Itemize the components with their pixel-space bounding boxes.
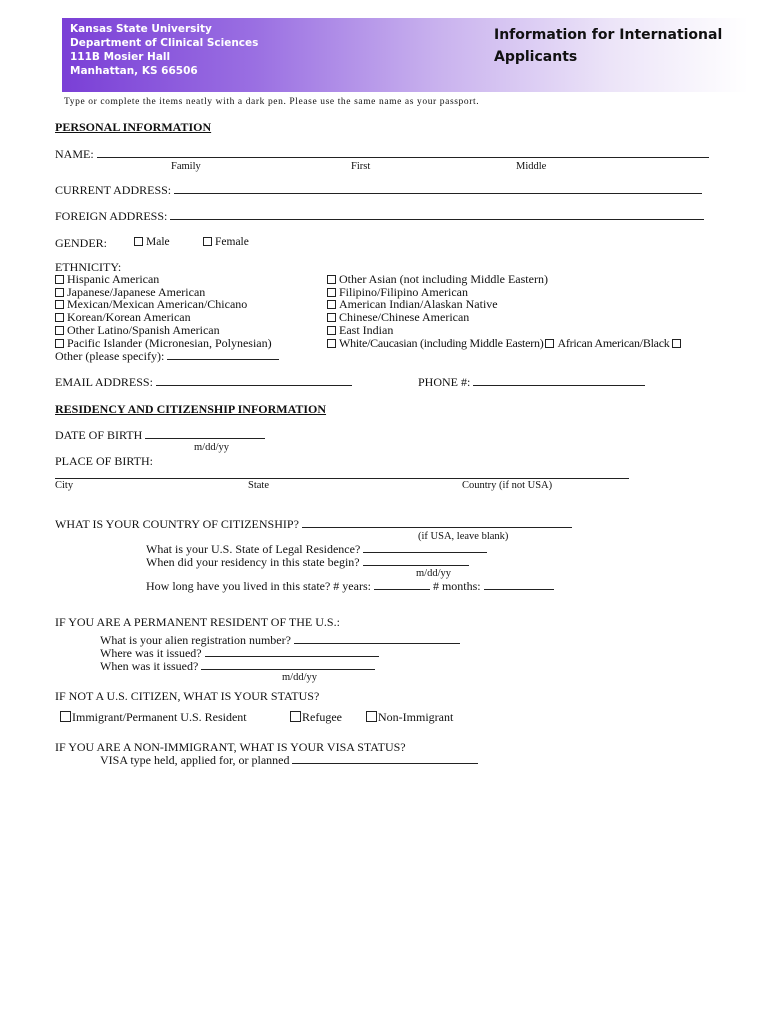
ethnicity-other-field[interactable] bbox=[167, 349, 279, 360]
when-issued-format: m/dd/yy bbox=[282, 672, 318, 683]
dob-row bbox=[55, 428, 265, 443]
pob-country: Country (if not USA) bbox=[462, 480, 553, 491]
email-label: EMAIL ADDRESS: bbox=[55, 375, 153, 389]
current-address-field[interactable] bbox=[174, 183, 702, 194]
ethnicity-checkbox[interactable] bbox=[55, 275, 64, 284]
residency-heading: RESIDENCY AND CITIZENSHIP INFORMATION bbox=[55, 402, 327, 416]
gender-male-checkbox[interactable] bbox=[134, 237, 143, 246]
ethnicity-checkbox[interactable] bbox=[327, 339, 336, 348]
ethnicity-option[interactable]: Other Asian (not including Middle Eastern) bbox=[327, 273, 684, 286]
instruction-text: Type or complete the items neatly with a dark pen. Please use the same name as your passport. bbox=[64, 97, 480, 107]
state-legal-question: What is your U.S. State of Legal Residence? bbox=[146, 542, 361, 556]
ethnicity-left-column bbox=[55, 273, 279, 363]
where-issued-field[interactable] bbox=[205, 646, 379, 657]
ethnicity-other-row bbox=[55, 349, 279, 363]
citizenship-row bbox=[55, 517, 572, 532]
residency-begin-field[interactable] bbox=[363, 555, 469, 566]
citizenship-field[interactable] bbox=[302, 517, 572, 528]
ethnicity-checkbox[interactable] bbox=[55, 288, 64, 297]
status-option-immigrant[interactable]: Immigrant/Permanent U.S. Resident bbox=[60, 710, 247, 725]
email-field[interactable] bbox=[156, 375, 352, 386]
ethnicity-checkbox[interactable] bbox=[545, 339, 554, 348]
ethnicity-option[interactable]: American Indian/Alaskan Native bbox=[327, 298, 684, 311]
visa-field[interactable] bbox=[292, 753, 478, 764]
ethnicity-right-column bbox=[327, 273, 684, 349]
foreign-address-label: FOREIGN ADDRESS: bbox=[55, 209, 168, 223]
dob-label: DATE OF BIRTH bbox=[55, 428, 143, 442]
phone-row bbox=[418, 375, 645, 390]
ethnicity-other-label: Other (please specify): bbox=[55, 349, 165, 364]
alien-question: What is your alien registration number? bbox=[100, 633, 291, 647]
name-sub-family: Family bbox=[171, 161, 201, 172]
ethnicity-checkbox[interactable] bbox=[55, 326, 64, 335]
ethnicity-option[interactable]: Filipino/Filipino American bbox=[327, 286, 684, 299]
where-issued-question: Where was it issued? bbox=[100, 646, 202, 660]
residency-begin-question: When did your residency in this state begin? bbox=[146, 555, 360, 569]
status-option-nonimmigrant[interactable]: Non-Immigrant bbox=[366, 710, 453, 725]
personal-heading: PERSONAL INFORMATION bbox=[55, 120, 212, 134]
pob-state: State bbox=[248, 480, 269, 491]
citizenship-label: WHAT IS YOUR COUNTRY OF CITIZENSHIP? bbox=[55, 517, 299, 531]
foreign-address-field[interactable] bbox=[170, 209, 704, 220]
ethnicity-checkbox[interactable] bbox=[327, 326, 336, 335]
name-field[interactable] bbox=[97, 147, 709, 158]
nonimmigrant-label: IF YOU ARE A NON-IMMIGRANT, WHAT IS YOUR VISA STATUS? bbox=[55, 740, 406, 754]
ethnicity-option[interactable]: East Indian bbox=[327, 324, 684, 337]
status-immigrant-checkbox[interactable] bbox=[60, 711, 71, 722]
pob-city: City bbox=[55, 480, 74, 491]
visa-question: VISA type held, applied for, or planned bbox=[100, 753, 290, 767]
ethnicity-option[interactable]: Other Latino/Spanish American bbox=[55, 324, 279, 337]
ethnicity-option[interactable]: Korean/Korean American bbox=[55, 311, 279, 324]
form-title: Information for International Applicants bbox=[494, 27, 723, 65]
when-issued-field[interactable] bbox=[201, 659, 375, 670]
building-address: 111B Mosier Hall bbox=[70, 51, 171, 63]
gender-female-option[interactable]: Female bbox=[203, 236, 249, 248]
permanent-resident-label: IF YOU ARE A PERMANENT RESIDENT OF THE U.S.: bbox=[55, 615, 340, 629]
current-address-label: CURRENT ADDRESS: bbox=[55, 183, 172, 197]
phone-label: PHONE #: bbox=[418, 375, 471, 389]
status-option-refugee[interactable]: Refugee bbox=[290, 710, 342, 725]
foreign-address-row bbox=[55, 209, 704, 224]
gender-female-checkbox[interactable] bbox=[203, 237, 212, 246]
lived-row bbox=[146, 579, 554, 594]
ethnicity-checkbox[interactable] bbox=[55, 300, 64, 309]
ethnicity-checkbox[interactable] bbox=[327, 313, 336, 322]
name-row bbox=[55, 147, 709, 162]
name-sub-middle: Middle bbox=[516, 161, 547, 172]
name-label: NAME: bbox=[55, 147, 94, 161]
current-address-row bbox=[55, 183, 702, 198]
ethnicity-option[interactable]: Hispanic American bbox=[55, 273, 279, 286]
gender-male-option[interactable]: Male bbox=[134, 236, 170, 248]
alien-field[interactable] bbox=[294, 633, 460, 644]
email-row bbox=[55, 375, 352, 390]
dob-format: m/dd/yy bbox=[194, 442, 230, 453]
name-sub-first: First bbox=[351, 161, 371, 172]
ethnicity-checkbox[interactable] bbox=[327, 300, 336, 309]
lived-question: How long have you lived in this state? # years: bbox=[146, 579, 371, 593]
dob-field[interactable] bbox=[145, 428, 265, 439]
department-name: Department of Clinical Sciences bbox=[70, 37, 259, 49]
header-banner bbox=[62, 18, 748, 92]
ethnicity-label: ETHNICITY: bbox=[55, 260, 122, 274]
pob-label: PLACE OF BIRTH: bbox=[55, 454, 153, 468]
ethnicity-option[interactable]: White/Caucasian (including Middle Eastern) African American/Black bbox=[327, 337, 684, 350]
phone-field[interactable] bbox=[473, 375, 645, 386]
university-name: Kansas State University bbox=[70, 23, 212, 35]
ethnicity-checkbox[interactable] bbox=[327, 288, 336, 297]
status-nonimmigrant-checkbox[interactable] bbox=[366, 711, 377, 722]
ethnicity-checkbox[interactable] bbox=[55, 313, 64, 322]
residency-begin-format: m/dd/yy bbox=[416, 568, 452, 579]
when-issued-question: When was it issued? bbox=[100, 659, 199, 673]
ethnicity-checkbox[interactable] bbox=[327, 275, 336, 284]
university-address bbox=[70, 22, 258, 78]
state-legal-field[interactable] bbox=[363, 542, 487, 553]
ethnicity-option[interactable]: Chinese/Chinese American bbox=[327, 311, 684, 324]
citizenship-note: (if USA, leave blank) bbox=[418, 531, 509, 542]
city-address: Manhattan, KS 66506 bbox=[70, 65, 198, 77]
ethnicity-option[interactable]: Japanese/Japanese American bbox=[55, 286, 279, 299]
ethnicity-option[interactable]: Mexican/Mexican American/Chicano bbox=[55, 298, 279, 311]
when-issued-row bbox=[100, 659, 375, 674]
ethnicity-extra-label: African American/Black bbox=[557, 335, 670, 350]
ethnicity-option[interactable]: Pacific Islander (Micronesian, Polynesian) bbox=[55, 337, 279, 350]
ethnicity-checkbox[interactable] bbox=[55, 339, 64, 348]
visa-row bbox=[100, 753, 478, 768]
months-label: # months: bbox=[432, 579, 481, 593]
status-refugee-checkbox[interactable] bbox=[290, 711, 301, 722]
years-field[interactable] bbox=[374, 579, 430, 590]
not-citizen-label: IF NOT A U.S. CITIZEN, WHAT IS YOUR STATUS? bbox=[55, 689, 320, 703]
gender-label: GENDER: bbox=[55, 236, 107, 250]
months-field[interactable] bbox=[484, 579, 554, 590]
ethnicity-checkbox[interactable] bbox=[672, 339, 681, 348]
